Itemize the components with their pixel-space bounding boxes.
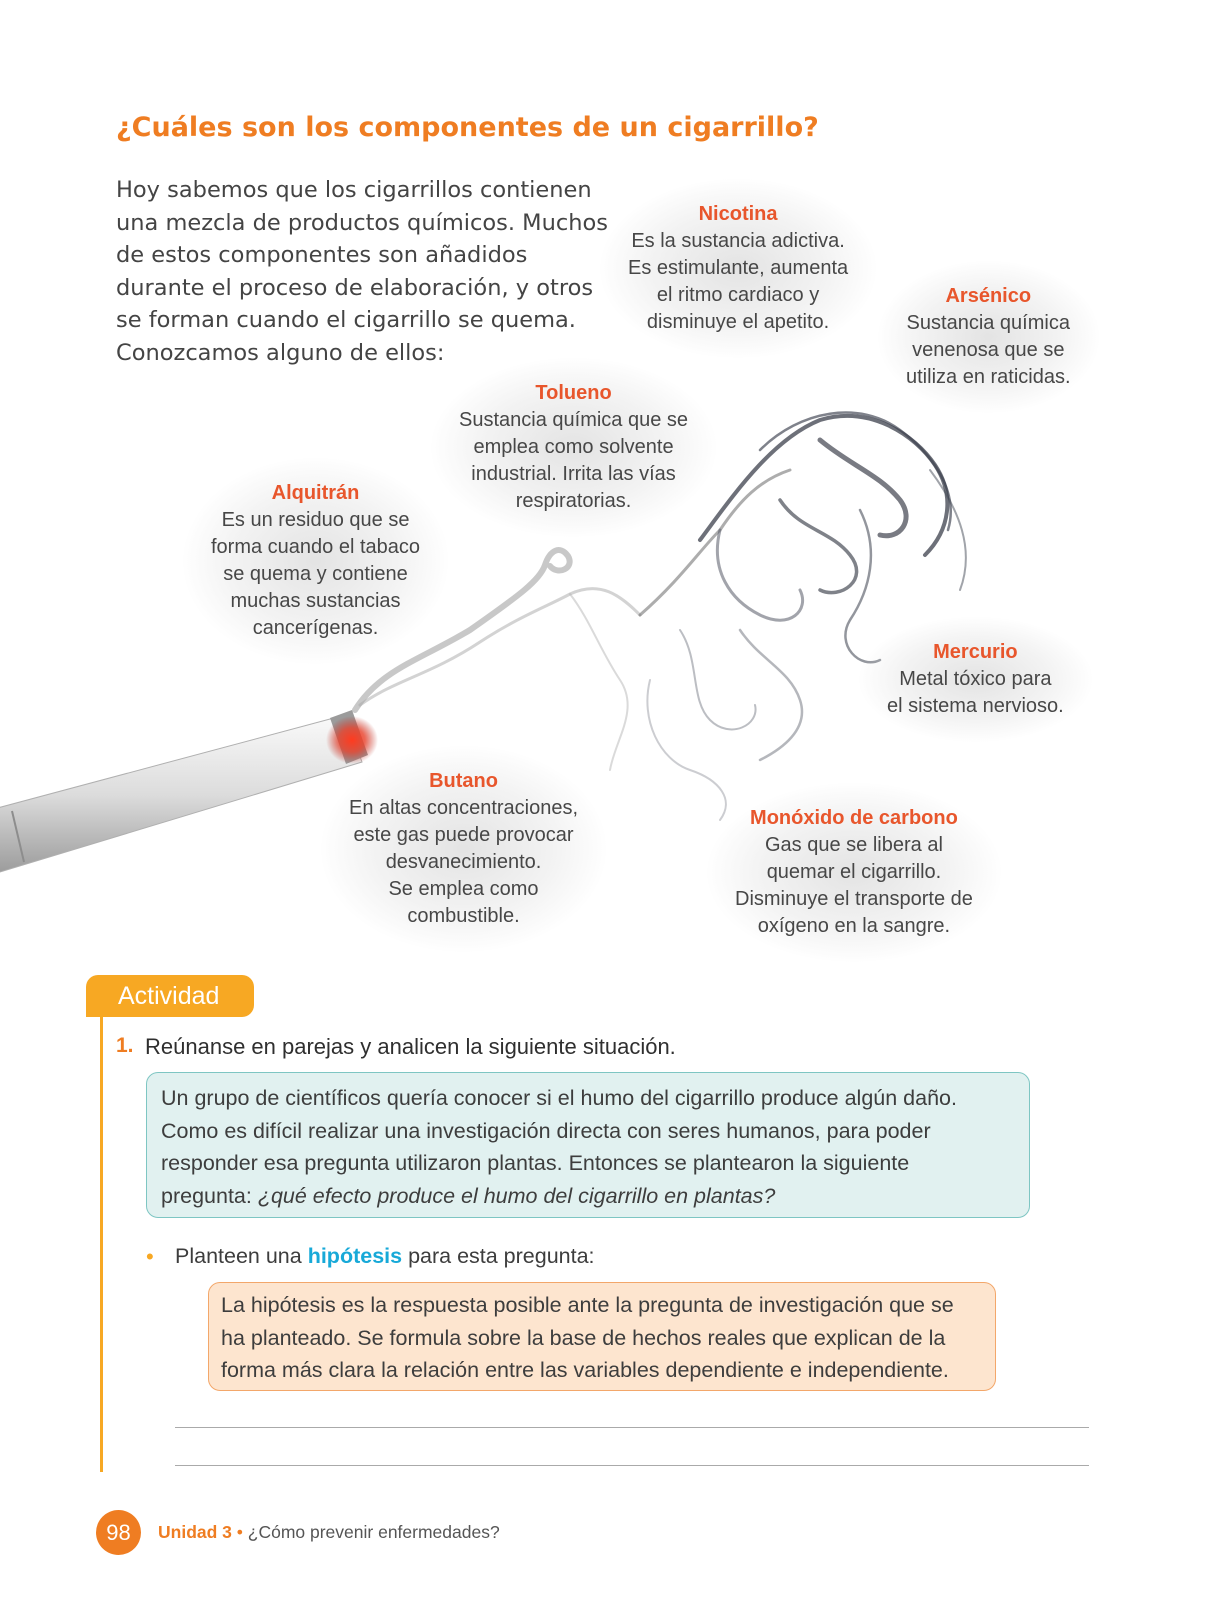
component-desc-line: En altas concentraciones,: [349, 797, 579, 819]
component-arsenico: [906, 283, 1071, 391]
component-alquitran: [211, 480, 420, 642]
component-mercurio: [887, 639, 1064, 720]
situation-question: ¿qué efecto produce el humo del cigarrillo en plantas?: [257, 1183, 776, 1208]
situation-box: [146, 1072, 1030, 1218]
intro-paragraph: [116, 174, 616, 369]
component-desc-line: Sustancia química: [906, 312, 1070, 334]
component-desc-line: Sustancia química que se: [459, 409, 689, 431]
unit-label: Unidad 3: [158, 1522, 232, 1542]
intro-line: de estos componentes son añadidos: [116, 242, 528, 268]
component-desc-line: el ritmo cardiaco y: [656, 284, 820, 306]
component-desc-line: el sistema nervioso.: [887, 695, 1064, 717]
component-desc-line: forma cuando el tabaco: [211, 536, 421, 558]
answer-line[interactable]: [175, 1427, 1089, 1428]
component-name: Alquitrán: [271, 482, 360, 504]
component-desc-line: se quema y contiene: [223, 563, 408, 585]
component-monoxido: [735, 805, 973, 940]
component-name: Nicotina: [698, 203, 778, 225]
component-desc-line: respiratorias.: [515, 490, 632, 512]
component-desc-line: desvanecimiento.: [385, 851, 542, 873]
component-desc-line: muchas sustancias: [230, 590, 401, 612]
activity-tab: Actividad: [86, 975, 254, 1017]
bullet-prefix: Planteen una: [175, 1244, 308, 1268]
footer-unit: [158, 1522, 500, 1543]
component-desc-line: industrial. Irrita las vías: [471, 463, 676, 485]
component-desc-line: Disminuye el transporte de: [735, 888, 973, 910]
question-number: 1.: [116, 1034, 134, 1057]
footer-separator: •: [231, 1522, 248, 1542]
situation-line: [161, 1180, 1015, 1213]
component-desc-line: oxígeno en la sangre.: [757, 915, 951, 937]
component-nicotina: [628, 201, 848, 336]
page-number: 98: [96, 1510, 141, 1555]
component-name: Mercurio: [933, 641, 1018, 663]
hint-line: La hipótesis es la respuesta posible ante la pregunta de investigación que se: [221, 1293, 954, 1317]
component-desc-line: cancerígenas.: [252, 617, 379, 639]
situation-line: Como es difícil realizar una investigación directa con seres humanos, para poder: [161, 1118, 931, 1143]
component-desc-line: Es la sustancia adictiva.: [631, 230, 845, 252]
answer-line[interactable]: [175, 1465, 1089, 1466]
question-text: Reúnanse en parejas y analicen la siguiente situación.: [145, 1034, 676, 1059]
bullet-icon: •: [146, 1244, 154, 1269]
intro-line: se forman cuando el cigarrillo se quema.: [116, 307, 576, 333]
component-desc-line: Metal tóxico para: [899, 668, 1052, 690]
page-title: ¿Cuáles son los componentes de un cigarrillo?: [116, 112, 819, 143]
component-desc-line: combustible.: [407, 905, 520, 927]
component-name: Monóxido de carbono: [750, 807, 958, 829]
component-desc-line: Es estimulante, aumenta: [628, 257, 849, 279]
intro-line: Hoy sabemos que los cigarrillos contienen: [116, 177, 592, 203]
activity-side-rule: [100, 1010, 103, 1472]
component-tolueno: [459, 380, 688, 515]
intro-line: una mezcla de productos químicos. Muchos: [116, 209, 608, 236]
component-desc-line: Se emplea como: [388, 878, 539, 900]
component-desc-line: Es un residuo que se: [221, 509, 410, 531]
component-name: Tolueno: [535, 382, 612, 404]
component-desc-line: quemar el cigarrillo.: [766, 861, 942, 883]
bullet-instruction: [175, 1244, 595, 1269]
intro-line: durante el proceso de elaboración, y otros: [116, 274, 594, 301]
situation-line: responder esa pregunta utilizaron plantas. Entonces se plantearon la siguiente: [161, 1151, 910, 1175]
hint-line: forma más clara la relación entre las variables dependiente e independiente.: [221, 1358, 949, 1382]
component-desc-line: emplea como solvente: [473, 436, 674, 458]
bullet-suffix: para esta pregunta:: [402, 1244, 595, 1268]
situation-last-prefix: pregunta:: [161, 1183, 258, 1208]
component-desc-line: utiliza en raticidas.: [906, 366, 1071, 388]
component-name: Arsénico: [945, 285, 1032, 307]
component-name: Butano: [429, 770, 498, 792]
component-desc-line: este gas puede provocar: [353, 824, 574, 846]
keyword-hipotesis: hipótesis: [307, 1244, 403, 1268]
component-desc-line: Gas que se libera al: [765, 834, 943, 856]
intro-line: Conozcamos alguno de ellos:: [116, 339, 445, 366]
component-desc-line: venenosa que se: [912, 339, 1065, 361]
cigarette: [0, 710, 378, 875]
hint-line: ha planteado. Se formula sobre la base de hechos reales que explican de la: [221, 1325, 946, 1350]
component-desc-line: disminuye el apetito.: [646, 311, 830, 333]
component-butano: [349, 768, 578, 930]
unit-title: ¿Cómo prevenir enfermedades?: [247, 1522, 500, 1542]
situation-line: Un grupo de científicos quería conocer si el humo del cigarrillo produce algún daño.: [161, 1086, 957, 1110]
hypothesis-hint-box: [208, 1282, 996, 1391]
